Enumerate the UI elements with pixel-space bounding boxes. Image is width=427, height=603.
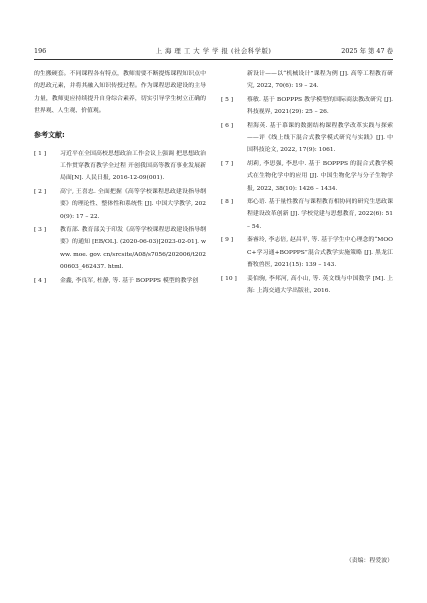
reference-number: [ 8 ] bbox=[221, 199, 234, 206]
reference-number: [ 10 ] bbox=[221, 275, 237, 282]
reference-text: 习近平在全国高校思想政治工作会议上强调 把思想政治工作贯穿教育教学全过程 开创我国高等教育事业发展新局面[N]. 人民日报, 2016-12-09(001). bbox=[60, 150, 206, 182]
reference-text: 秦睿玲, 李志倍, 赵昌平, 等. 基于学生中心理念的“MOOC+学习通+BOPPPS”混合式教学实施策略 [J]. 黑龙江畜牧兽医, 2021(15): 139 – 143. bbox=[247, 237, 393, 269]
reference-text: 胡莉, 李思强, 李思中. 基于 BOPPPS 的混合式教学模式在生物化学中的应用 [J]. 中国生物化学与分子生物学报, 2022, 38(10): 1426 – 1434. bbox=[247, 160, 393, 192]
reference-number: [ 6 ] bbox=[221, 122, 234, 129]
editor-note: （责编：程爱波） bbox=[345, 558, 393, 564]
page-header bbox=[34, 44, 393, 58]
reference-text: 金鑫, 李良军, 杜静, 等. 基于 BOPPPS 模型的教学创 bbox=[60, 277, 199, 284]
reference-item bbox=[221, 234, 393, 271]
reference-number: [ 7 ] bbox=[221, 160, 234, 167]
reference-number: [ 9 ] bbox=[221, 237, 234, 244]
reference-text: 姜伯驹, 李邦河, 高小山, 等. 英文线与中国数学 [M]. 上海: 上海交通大学出版社, 2016. bbox=[247, 275, 393, 294]
reference-number: [ 4 ] bbox=[34, 277, 47, 284]
volume-info: 2025 年 第 47 卷 bbox=[341, 47, 393, 55]
reference-item bbox=[221, 120, 393, 157]
reference-number: [ 5 ] bbox=[221, 96, 234, 103]
header-rule bbox=[34, 59, 393, 60]
reference-item bbox=[34, 275, 206, 287]
reference-text: 郑心语. 基于量性教育与课程教育相协同的研究生思政课程建设改革创新 [J]. 学校党建与思想教育, 2022(6): 51 – 54. bbox=[247, 199, 393, 230]
reference-item bbox=[221, 94, 393, 119]
reference-number: [ 1 ] bbox=[34, 150, 47, 157]
reference-text: 蔡敏. 基于 BOPPPS 教学模型的国际商法教改研究 [J]. 科技视界, 2021(29): 25 – 26. bbox=[247, 96, 393, 116]
reference-item bbox=[221, 196, 393, 233]
reference-text: 程海英. 基于慕课的数据结构课程教学改革实践与探索——评《线上线下混合式教学模式研究与实践》[J]. 中国科技论文, 2022, 17(9): 1061. bbox=[247, 122, 393, 154]
reference-item bbox=[34, 224, 206, 274]
references-title: 参考文献: bbox=[34, 130, 65, 139]
reference-text: 教育部. 教育部关于印发《高等学校课程思政建设指导纲要》的通知 [EB/OL]. (2020-06-03)[2023-02-01]. www. moe. gov. cn/srcsite/A08/s7056/202006/t20200603_462437. html. bbox=[60, 227, 206, 271]
reference-item bbox=[221, 273, 393, 298]
reference-text: 高宁, 王喜忠. 全面把握《高等学校课程思政建设指导纲要》的理论性、整体性和系统性 [J]. 中国大学教学, 2020(9): 17 – 22. bbox=[60, 188, 206, 220]
journal-title: 上 海 理 工 大 学 学 报 (社会科学版) bbox=[155, 47, 272, 55]
page-number: 196 bbox=[34, 47, 47, 55]
reference-item bbox=[34, 186, 206, 223]
body-paragraph: 的生搬硬套。不同课程各有特点，教师需要不断提炼课程知识点中的思政元素，并将其融入知识传授过程。作为课程思政建设的主导力量，教师更应持续提升自身综合素养，切实引导学生树立正确的世界观、人生观、价值观。 bbox=[34, 71, 206, 115]
reference-continuation: 新设计——以“机械设计”课程为例 [J]. 高等工程教育研究, 2022, 70(6): 19 – 24. bbox=[247, 71, 393, 90]
reference-item bbox=[221, 158, 393, 195]
left-column bbox=[34, 68, 206, 288]
reference-number: [ 3 ] bbox=[34, 227, 47, 234]
right-column bbox=[221, 68, 393, 298]
reference-number: [ 2 ] bbox=[34, 188, 47, 195]
reference-item bbox=[34, 148, 206, 185]
